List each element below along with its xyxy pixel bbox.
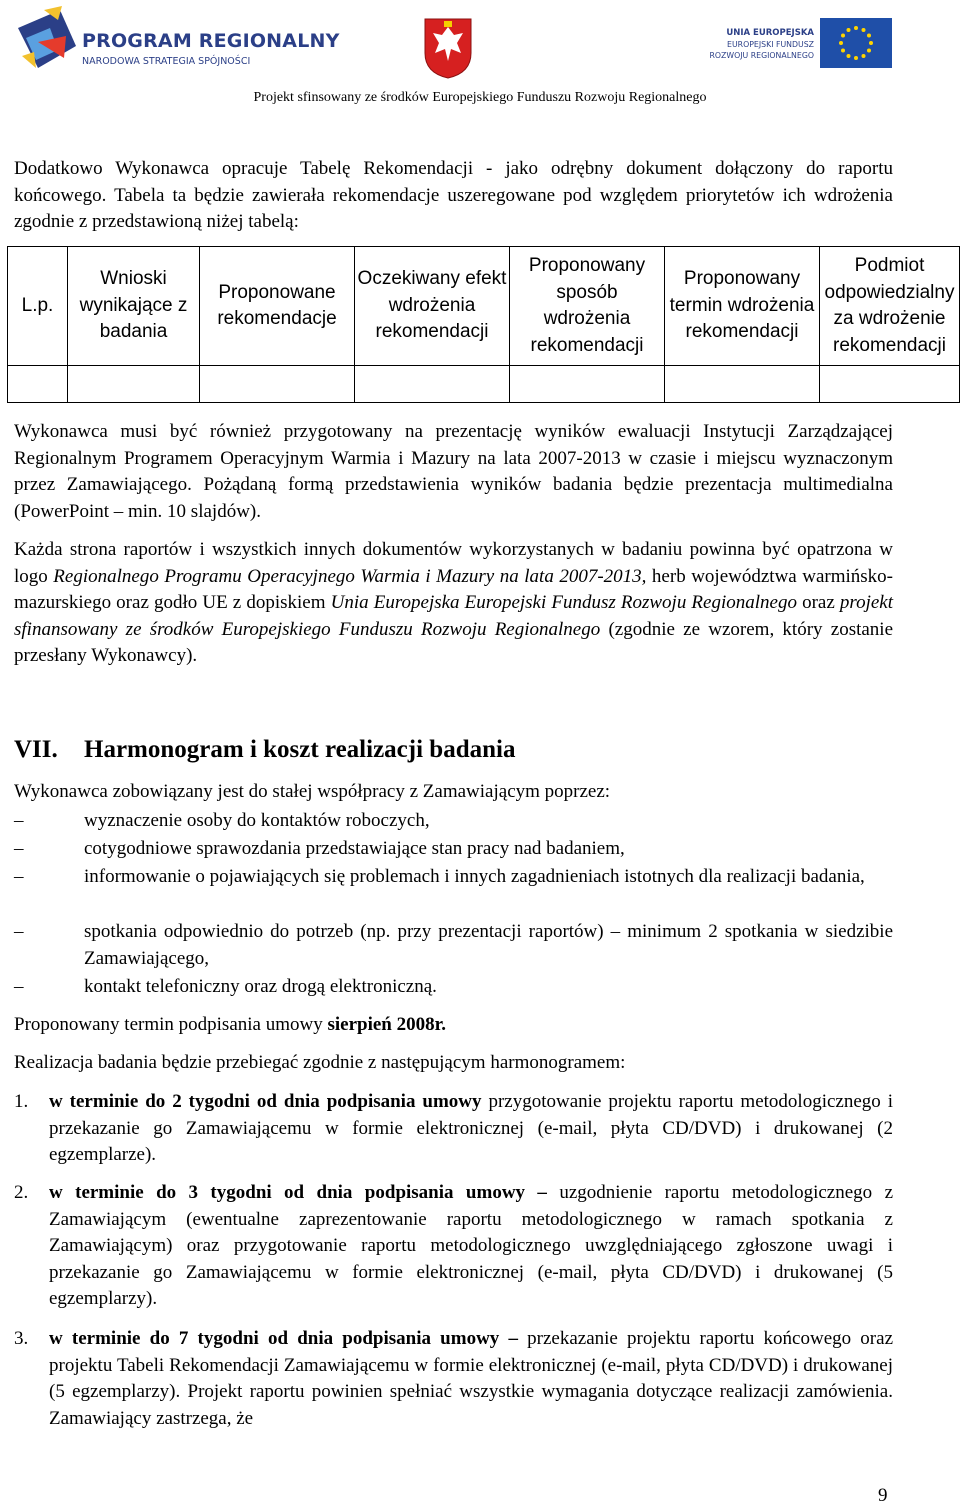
schedule-item-number: 2. [14,1182,29,1203]
list-item-text: informowanie o pojawiających się problemach i innych zagadnieniach istotnych dla realizacji badania, [84,866,865,887]
eu-subtitle-1: EUROPEJSKI FUNDUSZ [727,40,814,49]
eu-star-icon [841,49,845,53]
table-row [8,366,960,403]
schedule-item-text [49,1089,893,1169]
eu-star-icon [841,34,845,38]
eu-logo-text [664,28,814,61]
col-header-expected-effect: Oczekiwany efekt wdrożenia rekomendacji [355,247,510,366]
signing-term-label: Proponowany termin podpisania umowy [14,1014,328,1035]
program-subtitle: NARODOWA STRATEGIA SPÓJNOŚCI [82,56,251,67]
list-item-text: spotkania odpowiednio do potrzeb (np. przy prezentacji raportów) – minimum 2 spotkania w siedzibie Zamawiającego, [84,921,893,969]
col-header-conclusions: Wnioski wynikające z badania [68,247,200,366]
schedule-item-deadline: w terminie do 7 tygodni od dnia podpisania umowy – [49,1328,518,1349]
program-title: PROGRAM REGIONALNY [82,30,340,52]
signing-term [14,1012,893,1039]
intro-paragraph: Dodatkowo Wykonawca opracuje Tabelę Rekomendacji - jako odrębny dokument dołączony do raportu końcowego. Tabela ta będzie zawierała rekomendacje uszeregowane pod względem priorytetów ich wdrożenia zgodnie z przedstawioną niżej tabelą: [14,158,893,232]
recommendations-table [7,246,960,403]
table-header-row [8,247,960,366]
list-item-text: cotygodniowe sprawozdania przedstawiające stan pracy nad badaniem, [84,838,625,859]
signing-term-value: sierpień 2008r. [327,1014,447,1035]
dash-bullet: – [14,866,24,887]
eu-star-icon [862,28,866,32]
schedule-item-text [49,1180,893,1313]
logo-par-text-1: Każda strona raportów i wszystkich innych dokumentów wykorzystanych w badaniu powinna być opatrzona w logo [14,539,893,587]
schedule-item-description: przekazanie projektu raportu końcowego oraz projektu Tabeli Rekomendacji Zamawiającemu w formie elektronicznej (e-mail, płyta CD/DVD) i drukowanej (5 egzemplarzy). Projekt raportu powinien spełniać wszystkie wymagania dotyczące realizacji zamówienia. Zamawiający zastrzega, że [49,1328,893,1429]
eu-star-icon [867,34,871,38]
schedule-item [14,1089,893,1169]
section-heading [14,736,515,764]
schedule-item-text [49,1326,893,1432]
eu-title: UNIA EUROPEJSKA [726,28,814,38]
warmia-mazury-crest-icon [423,17,473,79]
list-item-text: wyznaczenie osoby do kontaktów roboczych, [84,810,430,831]
logo-par-text-3: oraz [796,592,840,613]
table-cell [68,366,200,403]
col-header-lp: L.p. [8,247,68,366]
eu-subtitle-2: ROZWOJU REGIONALNEGO [709,51,814,60]
schedule-item-description: przygotowanie projektu raportu metodologicznego i przekazanie go Zamawiającemu w formie elektronicznej (e-mail, płyta CD/DVD) i drukowanej (2 egzemplarze). [49,1091,894,1165]
section-number: VII. [14,736,58,763]
schedule-item-number: 1. [14,1091,29,1112]
eu-star-icon [862,54,866,58]
schedule-item-deadline: w terminie do 3 tygodni od dnia podpisania umowy – [49,1182,547,1203]
schedule-item-number: 3. [14,1328,29,1349]
list-item [14,974,893,1001]
dash-bullet: – [14,921,24,942]
eu-star-icon [847,28,851,32]
list-item [14,808,893,835]
col-header-method: Proponowany sposób wdrożenia rekomendacji [510,247,665,366]
list-item-text: kontakt telefoniczny oraz drogą elektroniczną. [84,976,437,997]
project-funding-line: Projekt sfinsowany ze środków Europejskiego Funduszu Rozwoju Regionalnego [253,90,707,105]
eu-flag-icon [820,18,892,68]
schedule-item [14,1326,893,1432]
schedule-item-deadline: w terminie do 2 tygodni od dnia podpisania umowy [49,1091,482,1112]
schedule-item [14,1180,893,1313]
section-title: Harmonogram i koszt realizacji badania [84,736,516,763]
eu-star-icon [847,54,851,58]
eu-star-icon [839,41,843,45]
eu-star-icon [854,56,858,60]
logo-requirements-paragraph [14,537,893,670]
eu-star-icon [867,49,871,53]
table-cell [355,366,510,403]
eu-star-icon [854,26,858,30]
logo-par-text-2: herb województwa warmińsko-mazurskiego oraz godło UE z dopiskiem [14,565,894,613]
list-item [14,836,893,863]
schedule-intro: Realizacja badania będzie przebiegać zgodnie z następującym harmonogramem: [14,1052,626,1073]
col-header-recommendations: Proponowane rekomendacje [200,247,355,366]
list-item [14,864,893,891]
table-cell [665,366,820,403]
logo-par-italic-1: Regionalnego Programu Operacyjnego Warmia i Mazury na lata 2007-2013, [53,565,647,587]
page-header [0,0,960,112]
table-cell [200,366,355,403]
eu-star-icon [869,41,873,45]
presentation-paragraph: Wykonawca musi być również przygotowany na prezentację wyników ewaluacji Instytucji Zarządzającej Regionalnym Programem Operacyjnym Warmia i Mazury na lata 2007-2013 w czasie i miejscu wyznaczonym przez Zamawiającego. Pożądaną formą przedstawienia wyników badania będzie prezentacja multimedialna (PowerPoint – min. 10 slajdów). [14,421,893,522]
col-header-term: Proponowany termin wdrożenia rekomendacji [665,247,820,366]
list-item [14,919,893,972]
table-cell [510,366,665,403]
page-number: 9 [878,1485,888,1506]
dash-bullet: – [14,838,24,859]
col-header-responsible: Podmiot odpowiedzialny za wdrożenie rekomendacji [820,247,960,366]
dash-bullet: – [14,976,24,997]
dash-bullet: – [14,810,24,831]
table-cell [820,366,960,403]
schedule-item-description: uzgodnienie raportu metodologicznego z Zamawiającym (ewentualne zaprezentowanie raportu metodologicznego w ramach spotkania z Zamawiającym) oraz przygotowanie raportu metodologicznego uwzględniającego zgłoszone uwagi i przekazanie go Zamawiającemu w formie elektronicznej (e-mail, płyta CD/DVD) i drukowanej (5 egzemplarzy). [49,1182,893,1309]
logo-par-text-4: (zgodnie ze wzorem, który zostanie przesłany Wykonawcy). [14,618,894,666]
logo-par-italic-3: projekt sfinansowany ze środków Europejskiego Funduszu Rozwoju Regionalnego [14,592,893,640]
logo-par-italic-2: Unia Europejska Europejski Fundusz Rozwoju Regionalnego [330,592,797,613]
table-cell [8,366,68,403]
cooperation-intro: Wykonawca zobowiązany jest do stałej współpracy z Zamawiającym poprzez: [14,781,611,802]
